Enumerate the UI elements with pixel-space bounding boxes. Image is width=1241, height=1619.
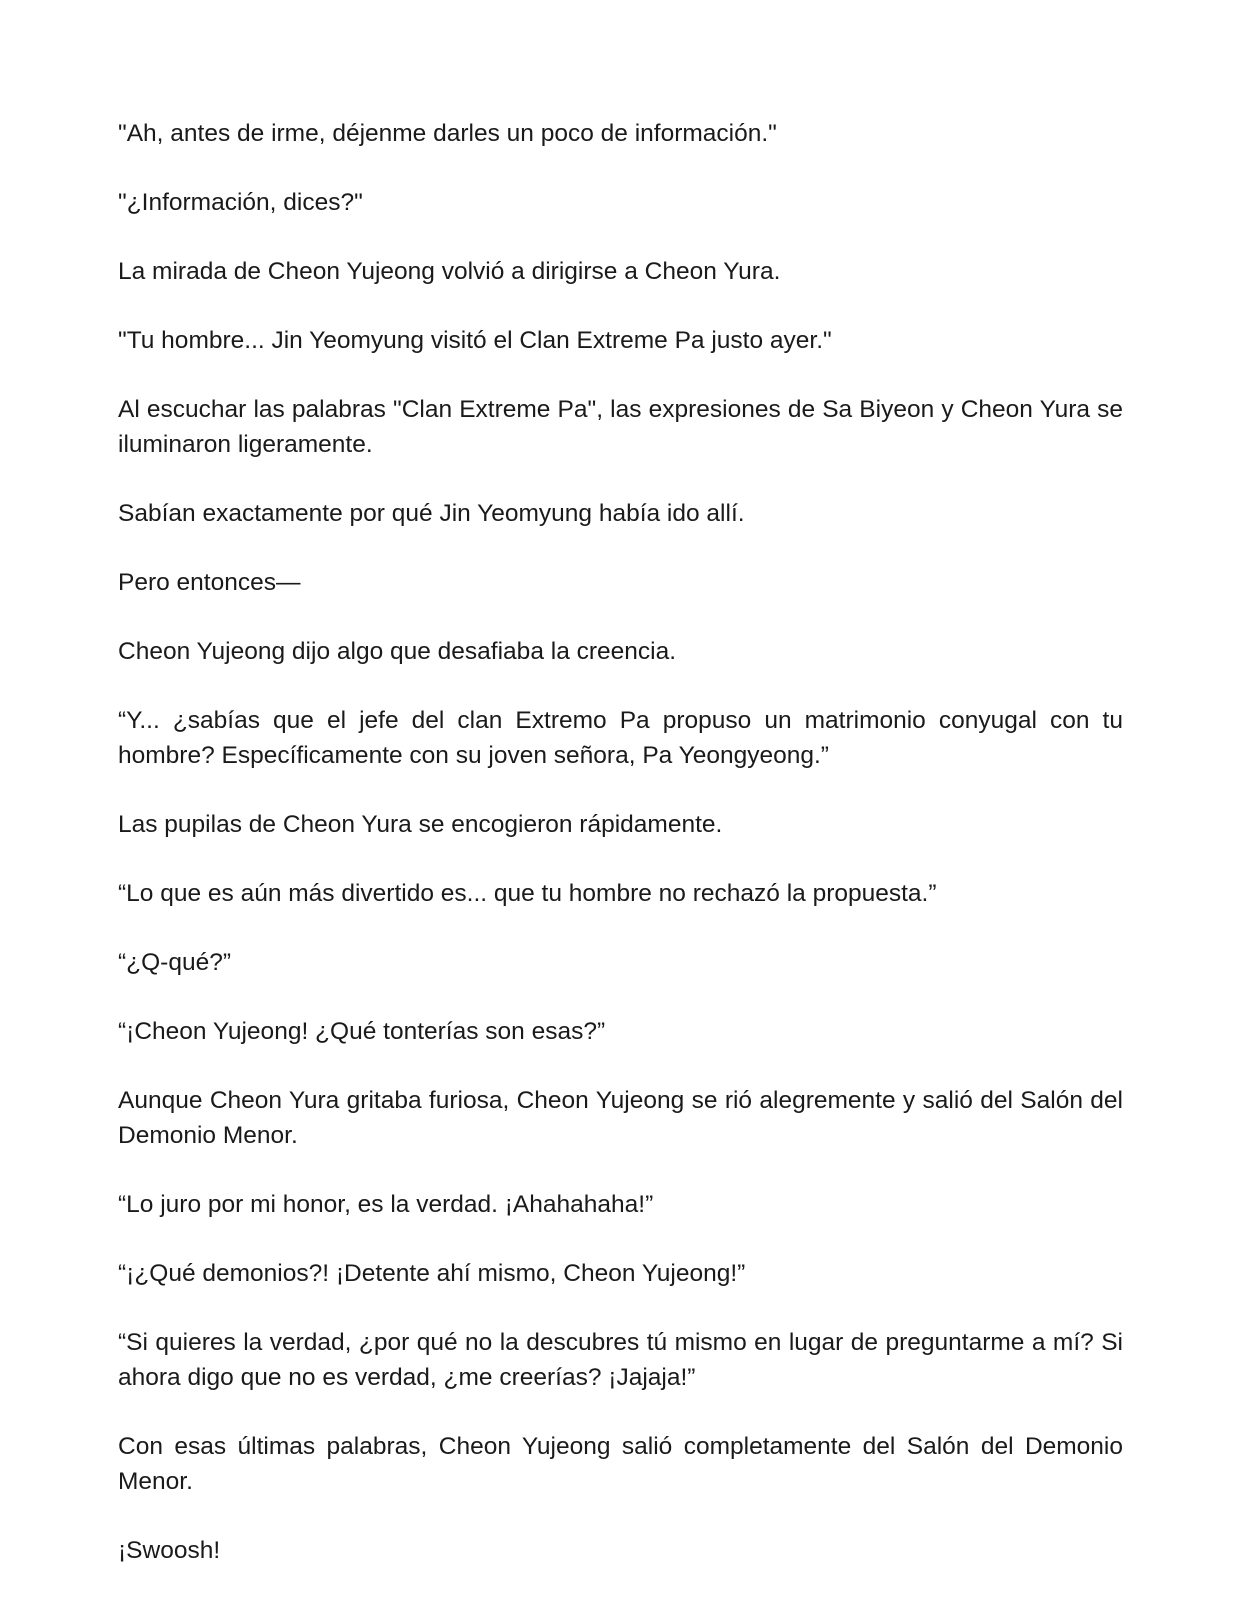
paragraph-2: "¿Información, dices?" <box>118 189 363 216</box>
paragraph-11: “Lo que es aún más divertido es... que tu hombre no rechazó la propuesta.” <box>118 880 937 907</box>
paragraph-5: Al escuchar las palabras "Clan Extreme Pa", las expresiones de Sa Biyeon y Cheon Yura se iluminaron ligeramente. <box>118 396 1123 458</box>
paragraph-1: "Ah, antes de irme, déjenme darles un poco de información." <box>118 120 777 147</box>
paragraph-14: Aunque Cheon Yura gritaba furiosa, Cheon Yujeong se rió alegremente y salió del Salón del Demonio Menor. <box>118 1087 1123 1149</box>
paragraph-4: "Tu hombre... Jin Yeomyung visitó el Clan Extreme Pa justo ayer." <box>118 327 832 354</box>
paragraph-10: Las pupilas de Cheon Yura se encogieron rápidamente. <box>118 811 723 838</box>
paragraph-9: “Y... ¿sabías que el jefe del clan Extremo Pa propuso un matrimonio conyugal con tu hombre? Específicamente con su joven señora, Pa Yeongyeong.” <box>118 707 1123 769</box>
paragraph-18: Con esas últimas palabras, Cheon Yujeong salió completamente del Salón del Demonio Menor. <box>118 1433 1123 1495</box>
paragraph-19: ¡Swoosh! <box>118 1537 221 1564</box>
paragraph-6: Sabían exactamente por qué Jin Yeomyung había ido allí. <box>118 500 745 527</box>
paragraph-12: “¿Q-qué?” <box>118 949 232 976</box>
paragraph-15: “Lo juro por mi honor, es la verdad. ¡Ahahahaha!” <box>118 1191 654 1218</box>
document-body <box>118 116 1123 1602</box>
paragraph-3: La mirada de Cheon Yujeong volvió a dirigirse a Cheon Yura. <box>118 258 781 285</box>
paragraph-7: Pero entonces— <box>118 569 301 596</box>
paragraph-17: “Si quieres la verdad, ¿por qué no la descubres tú mismo en lugar de preguntarme a mí? Si ahora digo que no es verdad, ¿me creerías? ¡Jajaja!” <box>118 1329 1123 1391</box>
paragraph-8: Cheon Yujeong dijo algo que desafiaba la creencia. <box>118 638 677 665</box>
paragraph-16: “¡¿Qué demonios?! ¡Detente ahí mismo, Cheon Yujeong!” <box>118 1260 746 1287</box>
paragraph-13: “¡Cheon Yujeong! ¿Qué tonterías son esas?” <box>118 1018 606 1045</box>
